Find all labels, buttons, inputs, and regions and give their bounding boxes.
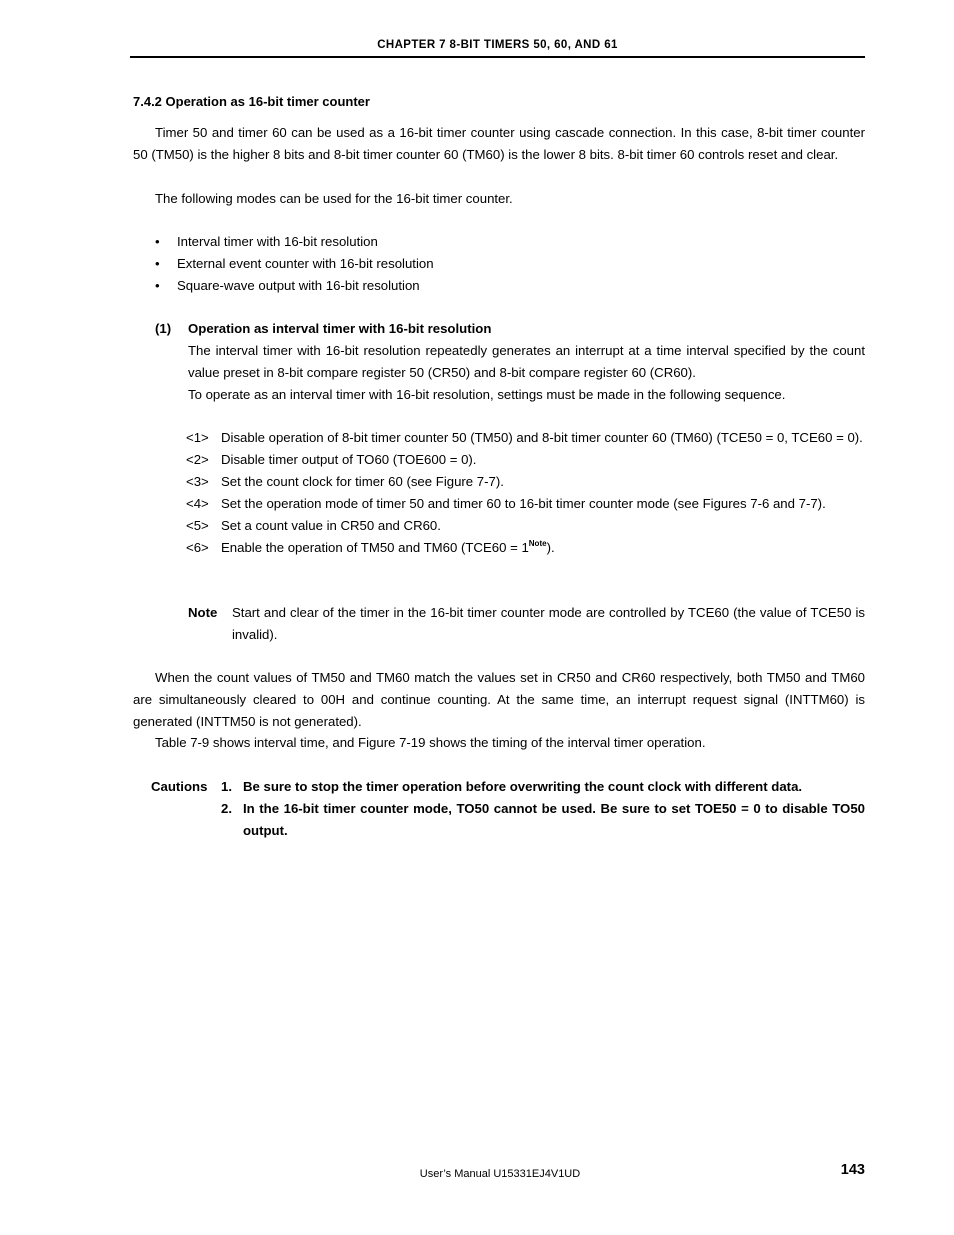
list-item: <1> Disable operation of 8-bit timer counter 50 (TM50) and 8-bit timer counter 60 (TM60) (TCE50 = 0, TCE60 = 0). [186, 427, 865, 449]
bullet-icon: • [155, 234, 160, 249]
list-item: <5> Set a count value in CR50 and CR60. [186, 515, 865, 537]
list-item: 1. Be sure to stop the timer operation before overwriting the count clock with different data. [221, 776, 865, 798]
note-label: Note [188, 605, 218, 620]
subsection-paragraph-2: To operate as an interval timer with 16-bit resolution, settings must be made in the following sequence. [188, 387, 786, 402]
list-item: <4> Set the operation mode of timer 50 and timer 60 to 16-bit timer counter mode (see Figures 7-6 and 7-7). [186, 493, 865, 515]
list-item: <2> Disable timer output of TO60 (TOE600 = 0). [186, 449, 865, 471]
note-reference: Note [528, 539, 547, 548]
body-paragraph-2: Table 7-9 shows interval time, and Figure 7-19 shows the timing of the interval timer operation. [155, 735, 706, 750]
subsection-number: (1) [155, 321, 172, 336]
list-item: • Interval timer with 16-bit resolution [155, 231, 855, 253]
intro-paragraph-2: The following modes can be used for the 16-bit timer counter. [155, 191, 513, 206]
subsection-title [155, 318, 491, 340]
list-item: • Square-wave output with 16-bit resolution [155, 275, 855, 297]
bullet-icon: • [155, 278, 160, 293]
subsection-title-text: Operation as interval timer with 16-bit resolution [188, 321, 492, 336]
caution-number: 2. [221, 801, 232, 816]
note-text: Start and clear of the timer in the 16-bit timer counter mode are controlled by TCE60 (the value of TCE50 is invalid). [232, 605, 865, 642]
list-item: <3> Set the count clock for timer 60 (see Figure 7-7). [186, 471, 865, 493]
list-item: 2. In the 16-bit timer counter mode, TO50 cannot be used. Be sure to set TOE50 = 0 to disable TO50 output. [221, 798, 865, 842]
step-marker: <1> [186, 430, 209, 445]
note-block [188, 602, 865, 646]
running-header: CHAPTER 7 8-BIT TIMERS 50, 60, AND 61 [377, 39, 618, 51]
intro-paragraph-1: Timer 50 and timer 60 can be used as a 16-bit timer counter using cascade connection. In this case, 8-bit timer counter 50 (TM50) is the higher 8 bits and 8-bit timer counter 60 (TM60) is the lower 8 bits. 8-bit timer 60 controls reset and clear. [133, 125, 865, 162]
step-marker: <2> [186, 452, 209, 467]
body-paragraph-1: When the count values of TM50 and TM60 match the values set in CR50 and CR60 respectively, both TM50 and TM60 are simultaneously cleared to 00H and continue counting. At the same time, an interrupt request signal (INTTM60) is generated (INTTM50 is not generated). [133, 670, 865, 729]
step-marker: <6> [186, 540, 209, 555]
step-marker: <3> [186, 474, 209, 489]
step-marker: <4> [186, 496, 209, 511]
section-title: 7.4.2 Operation as 16-bit timer counter [133, 94, 370, 109]
cautions-label: Cautions [151, 779, 208, 794]
bullet-icon: • [155, 256, 160, 271]
step-marker: <5> [186, 518, 209, 533]
header-rule [130, 56, 865, 58]
mode-list [155, 231, 855, 297]
cautions-list [221, 776, 865, 842]
page-number: 143 [840, 1162, 865, 1178]
subsection-paragraph-1: The interval timer with 16-bit resolution repeatedly generates an interrupt at a time interval specified by the count value preset in 8-bit compare register 50 (CR50) and 8-bit compare register 60 (CR60). [188, 343, 865, 380]
footer-manual-id: User’s Manual U15331EJ4V1UD [419, 1168, 581, 1180]
list-item: • External event counter with 16-bit resolution [155, 253, 855, 275]
step-list [186, 427, 865, 559]
list-item: <6> Enable the operation of TM50 and TM60 $(TCE60 = 1^{Note})$. [186, 537, 865, 559]
caution-number: 1. [221, 779, 232, 794]
